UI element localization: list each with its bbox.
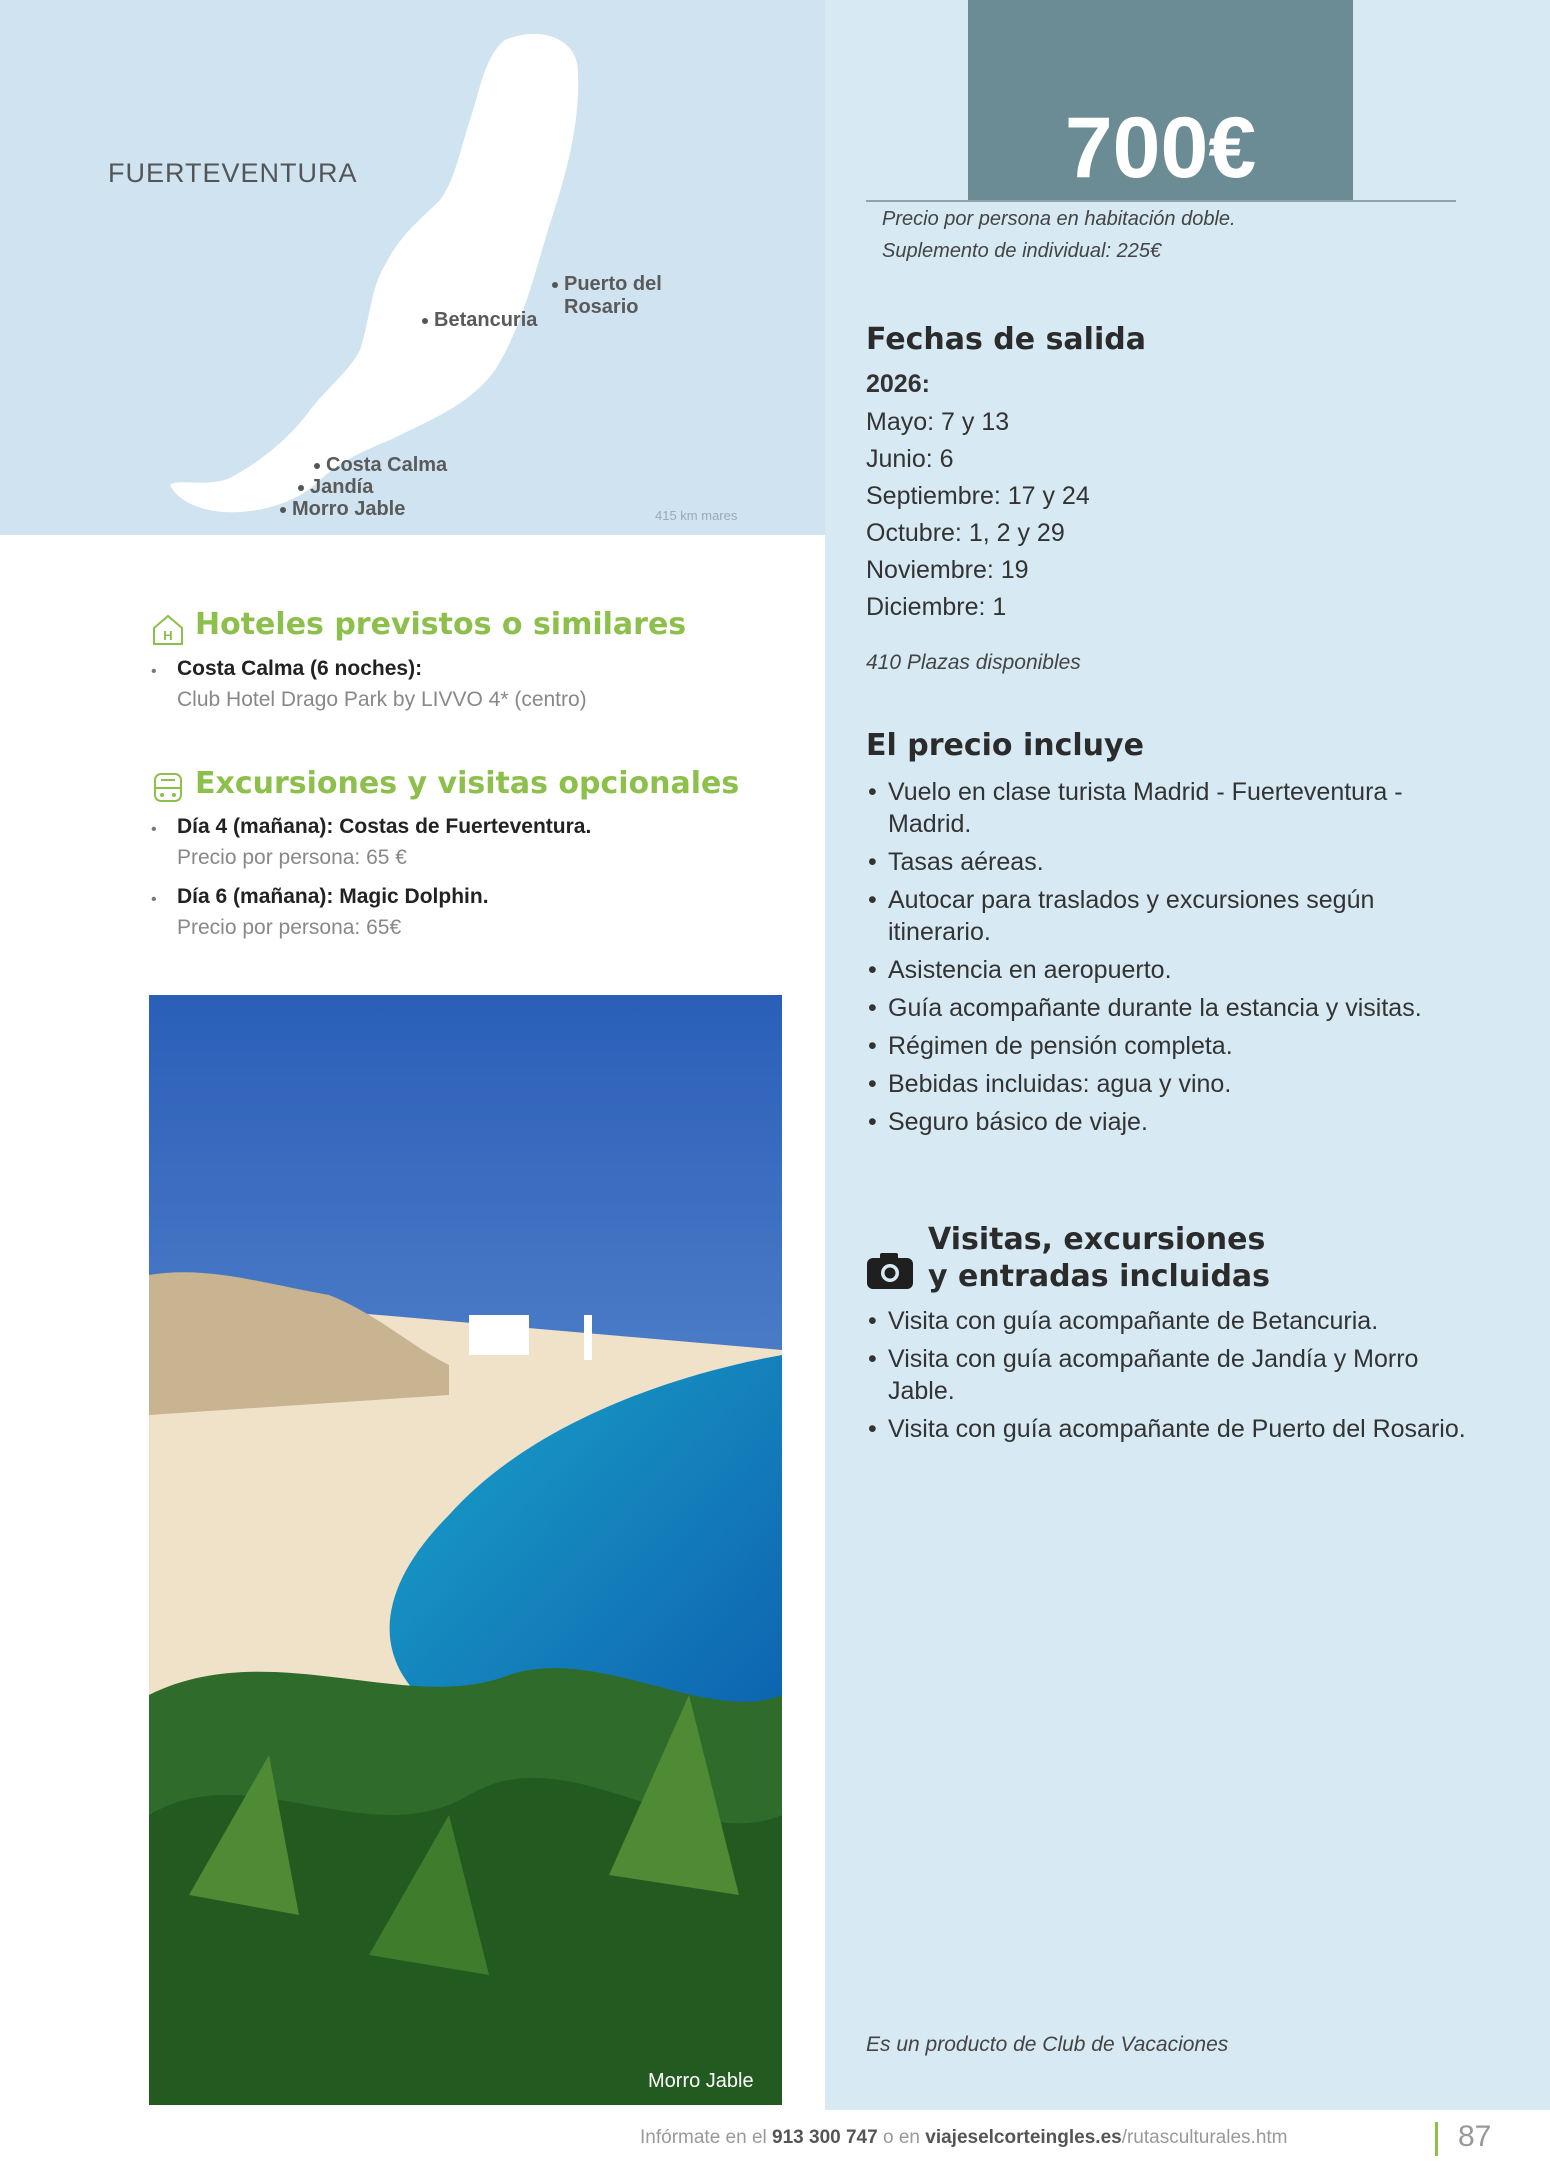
excursion-title: Día 4 (mañana): Costas de Fuerteventura. (177, 815, 592, 838)
price-amount: 700€ (1064, 100, 1257, 196)
visitas-section (866, 1305, 1466, 1451)
excursion-price: Precio por persona: 65 € (177, 846, 407, 869)
footer-path: /rutasculturales.htm (1121, 2127, 1288, 2148)
list-item: • Visita con guía acompañante de Jandía y Morro Jable. (868, 1345, 1419, 1405)
location-dot-icon (552, 282, 558, 288)
footer-divider (1435, 2122, 1438, 2156)
incluye-list (866, 776, 1466, 1138)
hotel-location: Costa Calma (6 noches): (177, 657, 423, 680)
footer-site-link[interactable]: viajeselcorteingles.es (925, 2127, 1122, 2148)
map-scale: 415 km mares (655, 508, 738, 523)
place-costa-calma (314, 454, 447, 477)
visitas-title (928, 1221, 1270, 1295)
incluye-text: Asistencia en aeropuerto. (888, 956, 1172, 984)
place-jandia (298, 476, 373, 499)
location-dot-icon (298, 485, 304, 491)
incluye-text: Seguro básico de viaje. (888, 1108, 1148, 1136)
place-morro-jable (280, 498, 405, 521)
location-dot-icon (314, 463, 320, 469)
visitas-text: Visita con guía acompañante de Betancuria. (888, 1307, 1379, 1335)
bullet: • (151, 821, 157, 838)
list-item: • Seguro básico de viaje. (868, 1108, 1148, 1136)
place-label: Costa Calma (326, 454, 448, 476)
place-label: Puerto del (564, 273, 662, 295)
hotel-name: Club Hotel Drago Park by LIVVO 4* (centro) (177, 688, 587, 711)
list-item: • Visita con guía acompañante de Puerto del Rosario. (868, 1415, 1466, 1443)
incluye-text: Guía acompañante durante la estancia y visitas. (888, 994, 1422, 1022)
camera-icon (866, 1252, 914, 1290)
fecha-item: Mayo: 7 y 13 (866, 408, 1010, 436)
visitas-text: Visita con guía acompañante de Jandía y Morro Jable. (888, 1345, 1419, 1405)
fechas-year: 2026: (866, 370, 930, 398)
list-item: • Tasas aéreas. (868, 848, 1044, 876)
incluye-text: Autocar para traslados y excursiones según itinerario. (888, 886, 1375, 946)
hoteles-heading (151, 607, 686, 647)
list-item: • Régimen de pensión completa. (868, 1032, 1233, 1060)
hoteles-title: Hoteles previstos o similares (195, 607, 687, 642)
fecha-item: Diciembre: 1 (866, 593, 1007, 621)
map-title: FUERTEVENTURA (108, 158, 358, 188)
price-divider (866, 200, 1456, 202)
footer-phone: 913 300 747 (772, 2127, 878, 2148)
price-note-2: Suplemento de individual: 225€ (882, 240, 1162, 262)
island-shape (170, 34, 578, 512)
bullet: • (151, 663, 157, 680)
incluye-text: Régimen de pensión completa. (888, 1032, 1233, 1060)
fecha-item: Junio: 6 (866, 445, 954, 473)
place-label: Morro Jable (292, 498, 406, 520)
footer-text (640, 2127, 1288, 2149)
page-number: 87 (1458, 2120, 1492, 2153)
place-label: Betancuria (434, 309, 538, 331)
hotel-icon (151, 613, 185, 647)
list-item: • Visita con guía acompañante de Betancuria. (868, 1307, 1379, 1335)
location-dot-icon (280, 507, 286, 513)
list-item: • Asistencia en aeropuerto. (868, 956, 1172, 984)
beach-photo (149, 995, 782, 2105)
fechas-title: Fechas de salida (866, 322, 1146, 357)
list-item: • Guía acompañante durante la estancia y visitas. (868, 994, 1422, 1022)
map-panel (0, 0, 825, 535)
visitas-title-line: y entradas incluidas (928, 1259, 1271, 1294)
incluye-text: Bebidas incluidas: agua y vino. (888, 1070, 1232, 1098)
plazas-disponibles: 410 Plazas disponibles (866, 651, 1081, 674)
place-label: Rosario (564, 296, 639, 318)
place-puerto-del-rosario (552, 273, 662, 319)
svg-text:H: H (163, 627, 173, 643)
photo-caption: Morro Jable (648, 2070, 754, 2092)
excursion-price: Precio por persona: 65€ (177, 916, 402, 939)
incluye-text: Tasas aéreas. (888, 848, 1044, 876)
excursiones-heading (151, 766, 739, 807)
footer-mid: o en (877, 2127, 926, 2148)
footer-pre: Infórmate en el (640, 2127, 773, 2148)
list-item: • Vuelo en clase turista Madrid - Fuerteventura - Madrid. (868, 778, 1403, 838)
place-betancuria (422, 309, 537, 332)
place-label: Jandía (310, 476, 374, 498)
fechas-list (866, 404, 1090, 626)
incluye-text: Vuelo en clase turista Madrid - Fuerteventura - Madrid. (888, 778, 1403, 838)
excursiones-title: Excursiones y visitas opcionales (195, 766, 740, 801)
fecha-item: Septiembre: 17 y 24 (866, 482, 1090, 510)
excursion-title: Día 6 (mañana): Magic Dolphin. (177, 885, 489, 908)
visitas-text: Visita con guía acompañante de Puerto del Rosario. (888, 1415, 1466, 1443)
fecha-item: Noviembre: 19 (866, 556, 1029, 584)
visitas-list (866, 1305, 1466, 1445)
incluye-title: El precio incluye (866, 728, 1144, 763)
producto-note: Es un producto de Club de Vacaciones (866, 2033, 1229, 2056)
list-item: • Bebidas incluidas: agua y vino. (868, 1070, 1232, 1098)
list-item: • Autocar para traslados y excursiones según itinerario. (868, 886, 1375, 946)
beach-illustration (149, 995, 782, 2105)
visitas-title-line: Visitas, excursiones (928, 1222, 1266, 1257)
location-dot-icon (422, 318, 428, 324)
price-note-1: Precio por persona en habitación doble. (882, 208, 1236, 230)
bus-icon (151, 771, 185, 807)
bullet: • (151, 891, 157, 908)
incluye-section (866, 776, 1466, 1144)
fecha-item: Octubre: 1, 2 y 29 (866, 519, 1065, 547)
